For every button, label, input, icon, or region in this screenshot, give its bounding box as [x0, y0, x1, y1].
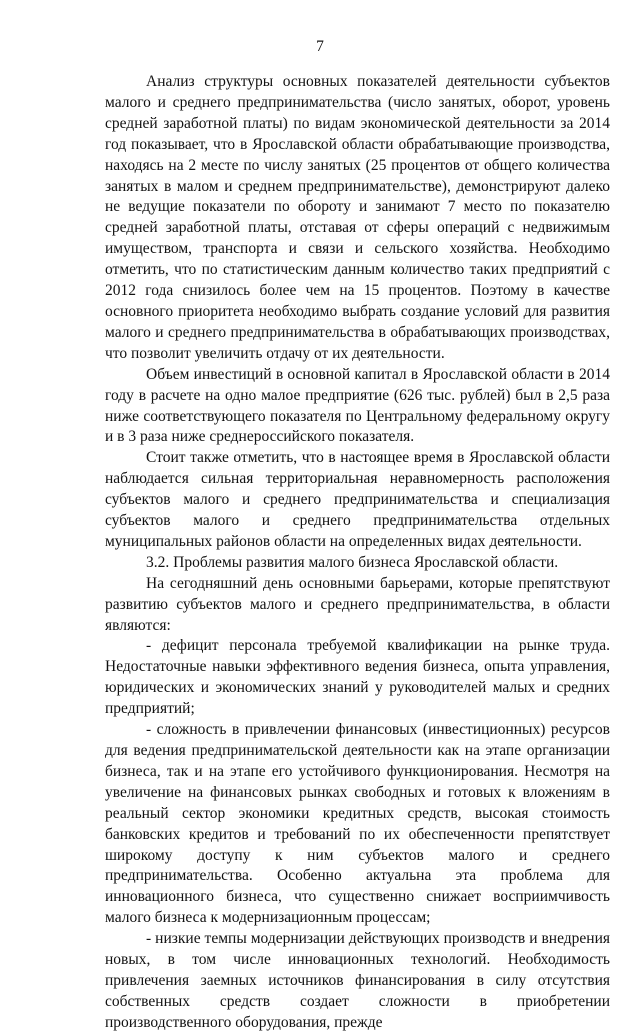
section-heading-3-2: 3.2. Проблемы развития малого бизнеса Ярославской области. — [146, 553, 559, 571]
document-body — [105, 72, 610, 1034]
list-item-modernization-rates: - низкие темпы модернизации действующих производств и внедрения новых, в том числе инновационных технологий. Необходимость привлечения заемных источников финансирования в силу отсутствия собственных средств создает сложности в приобретении производственного оборудования, прежде — [105, 930, 610, 1031]
page-number: 7 — [316, 38, 324, 55]
paragraph-barriers-intro: На сегодняшний день основными барьерами, которые препятствуют развитию субъектов малого и среднего предпринимательства, в области являются: — [105, 574, 610, 634]
paragraph-investment-volume: Объем инвестиций в основной капитал в Ярославской области в 2014 году в расчете на одно малое предприятие (626 тыс. рублей) был в 2,5 раза ниже соответствующего показателя по Центральному федеральному округу и в 3 раза ниже среднероссийского показателя. — [105, 365, 610, 446]
paragraph-structure-analysis: Анализ структуры основных показателей деятельности субъектов малого и среднего предпринимательства (число занятых, оборот, уровень средней заработной платы) по видам экономической деятельности за 2014 год показывает, что в Ярославской области обрабатывающие производства, находясь на 2 месте по числу занятых (25 процентов от общего количества занятых в малом и среднем предпринимательстве), демонстрируют далеко не ведущие показатели по обороту и занимают 7 место по показателю средней заработной платы, отставая от сферы операций с недвижимым имуществом, транспорта и связи и сельского хозяйства. Необходимо отметить, что по статистическим данным количество таких предприятий с 2012 года снизилось более чем на 15 процентов. Поэтому в качестве основного приоритета необходимо выбрать создание условий для развития малого и среднего предпринимательства в обрабатывающих производствах, что позволит увеличить отдачу от их деятельности. — [105, 73, 610, 362]
list-item-personnel-deficit: - дефицит персонала требуемой квалификации на рынке труда. Недостаточные навыки эффективного ведения бизнеса, опыта управления, юридических и экономических знаний у руководителей малых и средних предприятий; — [105, 637, 610, 718]
list-item-financing-difficulty: - сложность в привлечении финансовых (инвестиционных) ресурсов для ведения предпринимательской деятельности как на этапе организации бизнеса, так и на этапе его устойчивого функционирования. Несмотря на увеличение на финансовых рынках свободных и готовых к вложениям в реальный сектор экономики кредитных средств, высокая стоимость банковских кредитов и требований по их обеспеченности препятствует широкому доступу к ним субъектов малого и среднего предпринимательства. Особенно актуальна эта проблема для инновационного бизнеса, что существенно снижает восприимчивость малого бизнеса к модернизационным процессам; — [105, 721, 610, 927]
paragraph-territorial-unevenness: Стоит также отметить, что в настоящее время в Ярославской области наблюдается сильная территориальная неравномерность расположения субъектов малого и среднего предпринимательства и специализация субъектов малого и среднего предпринимательства отдельных муниципальных районов области на определенных видах деятельности. — [105, 449, 610, 550]
